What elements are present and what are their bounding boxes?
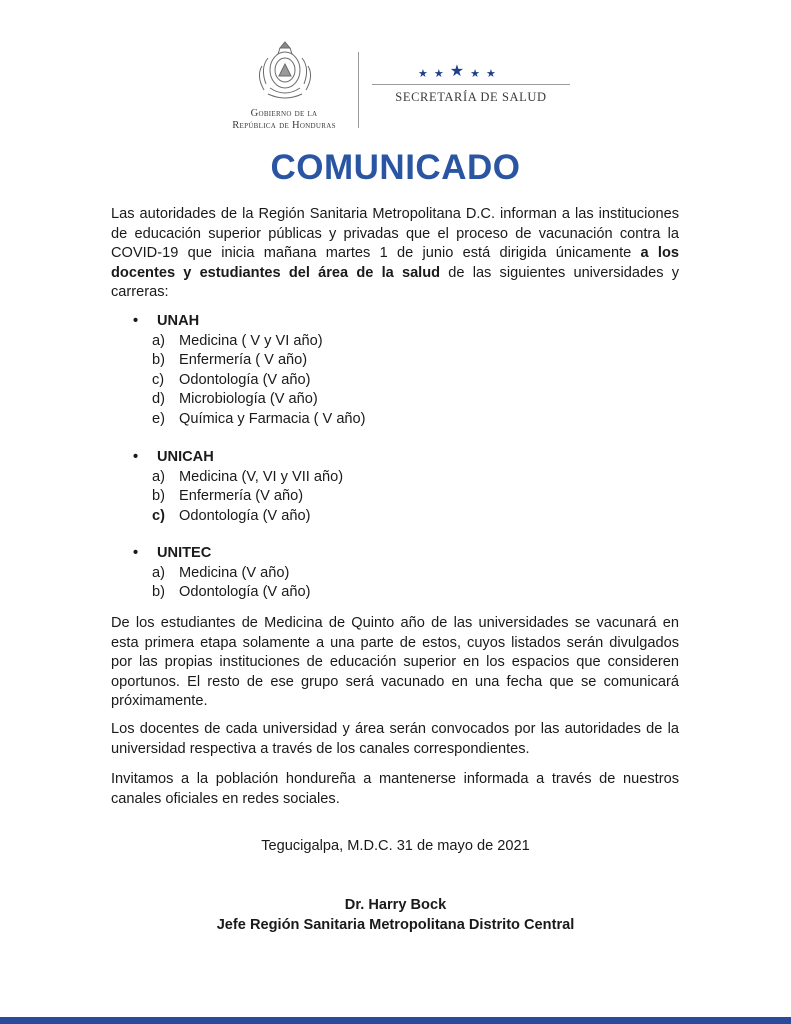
career-text: Medicina (V, VI y VII año) bbox=[179, 468, 344, 485]
career-letter: c) bbox=[152, 507, 165, 524]
university-heading bbox=[133, 312, 633, 332]
invitation-paragraph: Invitamos a la población hondureña a mantenerse informada a través de nuestros canales oficiales en redes sociales. bbox=[111, 771, 679, 807]
university-block bbox=[133, 448, 633, 526]
intro-text-end: de las siguientes universidades y carreras: bbox=[111, 264, 679, 301]
career-letter: b) bbox=[152, 488, 165, 505]
star-icon: ★ bbox=[433, 68, 444, 80]
ministry-name: SECRETARÍA DE SALUD bbox=[395, 90, 547, 104]
career-letter: b) bbox=[152, 352, 165, 369]
university-name: UNAH bbox=[157, 313, 200, 329]
star-icon: ★ bbox=[470, 68, 480, 80]
career-text: Medicina ( V y VI año) bbox=[179, 332, 323, 349]
career-item bbox=[133, 410, 633, 430]
stars-icon bbox=[418, 64, 496, 80]
university-heading bbox=[133, 544, 633, 564]
career-item bbox=[133, 390, 633, 410]
career-text: Medicina (V año) bbox=[179, 564, 290, 581]
career-letter: b) bbox=[152, 584, 165, 601]
signature-block bbox=[0, 896, 791, 935]
career-letter: a) bbox=[152, 332, 165, 349]
career-item bbox=[133, 332, 633, 352]
honduras-coat-of-arms-icon bbox=[250, 38, 320, 104]
ministry-rule bbox=[372, 84, 570, 85]
intro-paragraph bbox=[111, 205, 679, 303]
career-text: Microbiología (V año) bbox=[179, 391, 318, 408]
government-name-line1: Gobierno de la bbox=[250, 108, 318, 119]
intro-emphasis: a los docentes y estudiantes del área de la salud bbox=[111, 245, 679, 281]
header-divider bbox=[358, 52, 359, 128]
career-text: Enfermería (V año) bbox=[179, 488, 304, 505]
signer-position: Jefe Región Sanitaria Metropolitana Distrito Central bbox=[216, 916, 575, 933]
bullet: • bbox=[133, 313, 139, 329]
career-item bbox=[133, 371, 633, 391]
career-text: Odontología (V año) bbox=[179, 371, 311, 388]
signer-name: Dr. Harry Bock bbox=[344, 897, 447, 913]
star-icon: ★ bbox=[418, 68, 428, 80]
career-letter: c) bbox=[152, 371, 165, 388]
university-name: UNITEC bbox=[157, 545, 212, 561]
career-item bbox=[133, 351, 633, 371]
university-heading bbox=[133, 448, 633, 468]
career-letter: d) bbox=[152, 391, 165, 408]
university-block bbox=[133, 312, 633, 430]
career-item bbox=[133, 507, 633, 527]
university-block bbox=[133, 544, 633, 603]
career-letter: a) bbox=[152, 564, 165, 581]
government-name bbox=[214, 108, 354, 132]
university-name: UNICAH bbox=[157, 449, 214, 465]
footer-bar bbox=[0, 1017, 791, 1024]
government-name-line2: República de Honduras bbox=[232, 120, 336, 131]
date-line: Tegucigalpa, M.D.C. 31 de mayo de 2021 bbox=[261, 838, 530, 854]
career-letter: a) bbox=[152, 468, 165, 485]
teachers-note-paragraph: Los docentes de cada universidad y área serán convocados por las autoridades de la universidad respectiva a través de los canales correspondientes. bbox=[111, 721, 679, 757]
career-text: Odontología (V año) bbox=[179, 507, 311, 524]
career-text: Odontología (V año) bbox=[179, 584, 311, 601]
career-letter: e) bbox=[152, 410, 165, 427]
bullet: • bbox=[133, 545, 139, 561]
career-text: Enfermería ( V año) bbox=[179, 352, 308, 369]
letterhead bbox=[0, 30, 791, 140]
star-icon: ★ bbox=[485, 68, 496, 80]
students-note-paragraph: De los estudiantes de Medicina de Quinto año de las universidades se vacunará en esta primera etapa solamente a una parte de estos, cuyos listados serán divulgados por las propias instituciones de educación superior en los espacios que consideren oportunos. El resto de ese grupo será vacunado en una fecha que se comunicará próximamente. bbox=[111, 615, 679, 710]
star-icon: ★ bbox=[449, 63, 465, 80]
career-item bbox=[133, 583, 633, 603]
career-item bbox=[133, 468, 633, 488]
career-item bbox=[133, 487, 633, 507]
intro-text: Las autoridades de la Región Sanitaria Metropolitana D.C. informan a las instituciones de educación superior públicas y privadas que el proceso de vacunación contra la COVID-19 que inicia mañana martes 1 de junio está dirigida únicamente bbox=[111, 206, 679, 262]
career-text: Química y Farmacia ( V año) bbox=[179, 410, 366, 427]
document-title: COMUNICADO bbox=[270, 148, 521, 187]
bullet: • bbox=[133, 449, 139, 465]
career-item bbox=[133, 564, 633, 584]
